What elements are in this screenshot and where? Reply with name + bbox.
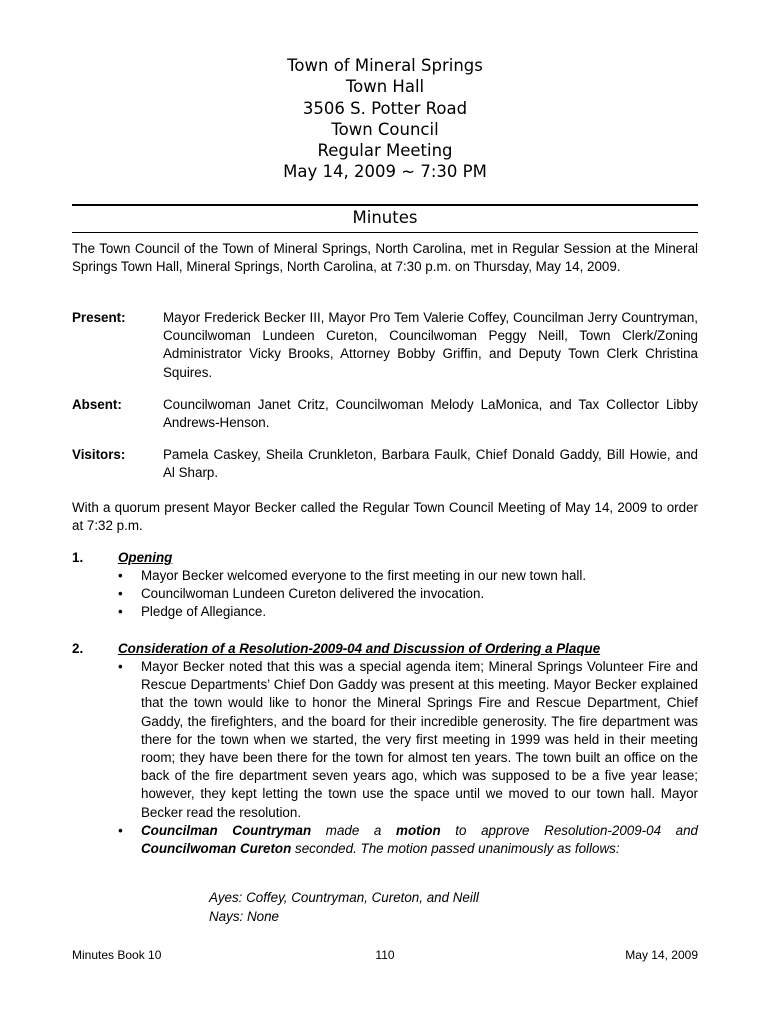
list-item: [118, 658, 698, 822]
visitors-label: Visitors:: [72, 447, 126, 462]
motion-result-text: seconded. The motion passed unanimously as follows:: [291, 841, 620, 857]
motion-seconder: Councilwoman Cureton: [141, 841, 292, 857]
bullet-icon: •: [118, 568, 123, 583]
bullet-icon: •: [118, 586, 123, 602]
divider-bottom: [72, 232, 698, 233]
motion-made-a: made a: [311, 822, 397, 838]
list-item-text: Mayor Becker noted that this was a special agenda item; Mineral Springs Volunteer Fire and Rescue Departments’ Chief Don Gaddy was present at this meeting. Mayor Becker explained that the town would like to honor the Mineral Springs Fire and Rescue Department, Chief Gaddy, the firefighters, and the board for their incredible generosity. The fire department was there for the town when we started, the very first meeting in 1999 was held in their meeting room; they have been there for the town for almost ten years. The town built an office on the back of the fire department seven years ago, which was supposed to be a five year lease; however, they kept letting the town use the space until we moved to our town hall. Mayor Becker read the resolution.: [141, 659, 698, 820]
header-date-time: May 14, 2009 ~ 7:30 PM: [283, 162, 487, 182]
absent-section: [72, 396, 698, 432]
absent-label: Absent:: [72, 397, 122, 412]
list-item: [118, 567, 698, 585]
vote-tally: [209, 888, 479, 926]
footer-page-number: 110: [375, 948, 395, 962]
item-title: Opening: [118, 550, 173, 565]
motion-text: to approve Resolution-2009-04 and: [440, 822, 699, 838]
header-address: 3506 S. Potter Road: [302, 98, 468, 118]
footer-date: May 14, 2009: [625, 948, 698, 962]
document-header: [72, 55, 698, 183]
bullet-icon: •: [118, 659, 123, 674]
intro-paragraph: The Town Council of the Town of Mineral Springs, North Carolina, met in Regular Session at the Mineral Springs Town Hall, Mineral Springs, North Carolina, at 7:30 p.m. on Thursday, May 14, 2009.: [72, 241, 698, 275]
item-bullet-list: [118, 567, 698, 622]
footer-book: Minutes Book 10: [72, 948, 162, 962]
bullet-icon: •: [118, 822, 123, 838]
vote-ayes: Ayes: Coffey, Countryman, Cureton, and Neill: [209, 890, 479, 905]
divider-top: [72, 204, 698, 206]
motion-mover: Councilman Countryman: [141, 822, 312, 838]
motion-keyword: motion: [396, 822, 441, 838]
item-number: 1.: [72, 550, 84, 565]
motion-item: [118, 822, 698, 858]
list-item-text: Pledge of Allegiance.: [141, 604, 267, 620]
bullet-icon: •: [118, 604, 123, 620]
absent-names: Councilwoman Janet Critz, Councilwoman Melody LaMonica, and Tax Collector Libby Andrews-Henson.: [163, 397, 698, 431]
present-label: Present:: [72, 310, 126, 325]
vote-nays: Nays: None: [209, 909, 279, 924]
header-body: Town Council: [331, 119, 439, 139]
header-town-name: Town of Mineral Springs: [287, 56, 483, 75]
list-item-text: Mayor Becker welcomed everyone to the first meeting in our new town hall.: [141, 568, 587, 583]
header-building: Town Hall: [345, 77, 425, 97]
item-number: 2.: [72, 641, 84, 656]
list-item: [118, 603, 698, 621]
present-names: Mayor Frederick Becker III, Mayor Pro Tem Valerie Coffey, Councilman Jerry Countryman, Councilwoman Lundeen Cureton, Councilwoman Peggy Neill, Town Clerk/Zoning Administrator Vicky Brooks, Attorney Bobby Griffin, and Deputy Town Clerk Christina Squires.: [163, 310, 698, 380]
item-title: Consideration of a Resolution-2009-04 and Discussion of Ordering a Plaque: [118, 641, 601, 656]
list-item-text: Councilwoman Lundeen Cureton delivered the invocation.: [141, 586, 485, 602]
quorum-paragraph: With a quorum present Mayor Becker called the Regular Town Council Meeting of May 14, 2009 to order at 7:32 p.m.: [72, 500, 698, 534]
header-meeting-type: Regular Meeting: [317, 141, 453, 161]
minutes-title: Minutes: [352, 208, 418, 227]
visitors-section: [72, 446, 698, 482]
item-bullet-list: [118, 658, 698, 858]
list-item: [118, 585, 698, 603]
present-section: [72, 309, 698, 382]
visitors-names: Pamela Caskey, Sheila Crunkleton, Barbara Faulk, Chief Donald Gaddy, Bill Howie, and Al Sharp.: [163, 447, 698, 481]
